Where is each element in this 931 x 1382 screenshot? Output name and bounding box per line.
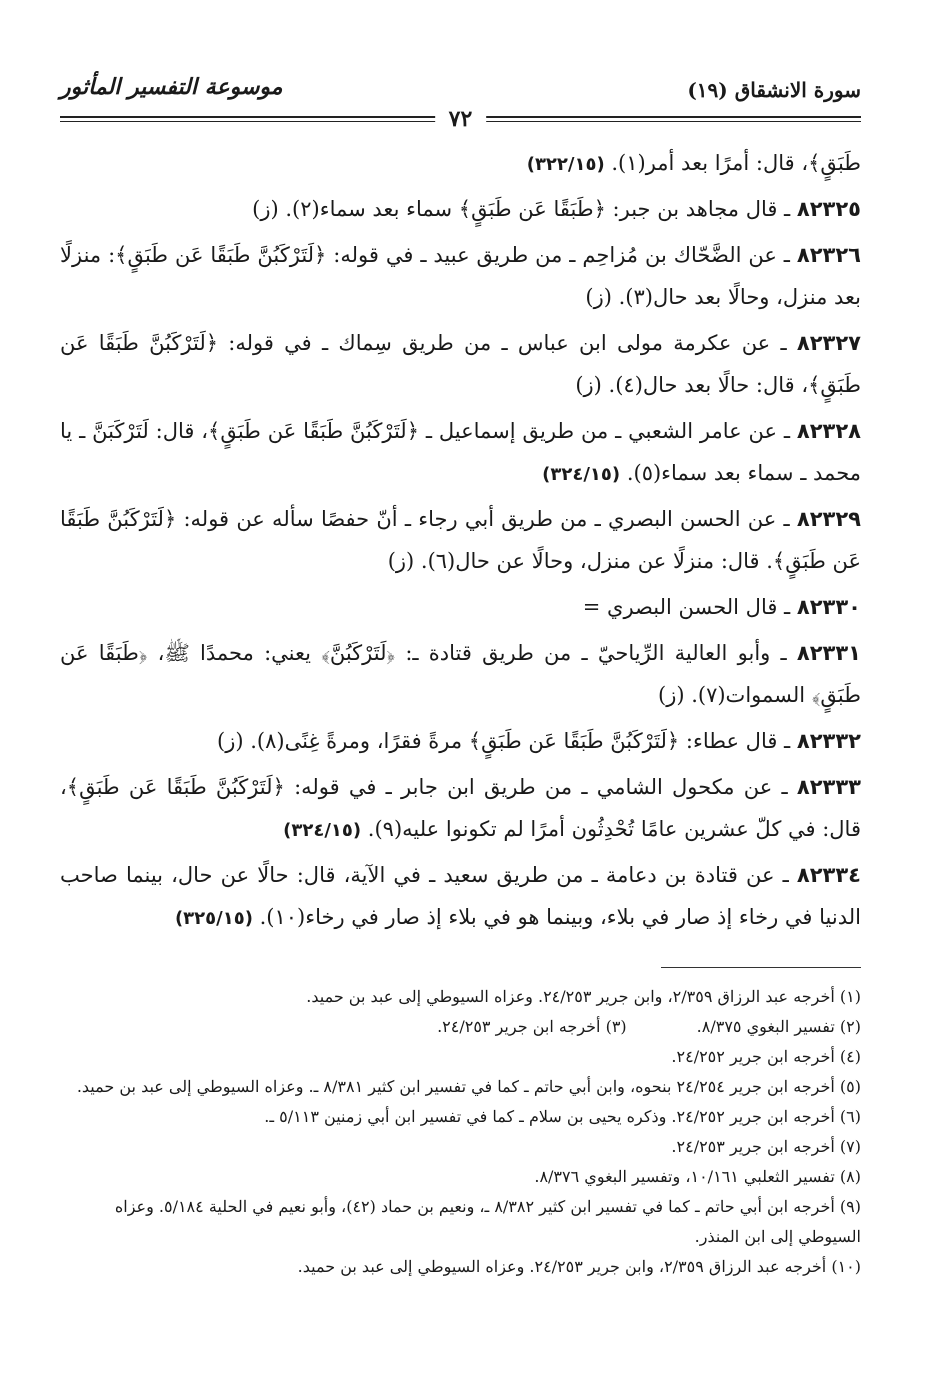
athar-number: ٨٢٣٣٣: [796, 775, 861, 799]
footnote: (٩) أخرجه ابن أبي حاتم ـ كما في تفسير ابن كثير ٨/٣٨٢ ـ، ونعيم بن حماد (٤٢)، وأبو نعيم في الحلية ٥/١٨٤. وعزاه السيوطي إلى ابن المنذر.: [114, 1197, 861, 1246]
footnote: (٧) أخرجه ابن جرير ٢٤/٢٥٣.: [671, 1137, 861, 1156]
volume-ref: (٣٢٤/١٥): [542, 464, 621, 485]
athar-number: ٨٢٣٢٦: [796, 243, 861, 267]
running-header: [60, 70, 861, 132]
footnote: (٤) أخرجه ابن جرير ٢٤/٢٥٢.: [671, 1047, 861, 1066]
athar-number: ٨٢٣٢٥: [796, 197, 861, 221]
footnote: (١) أخرجه عبد الرزاق ٢/٣٥٩، وابن جرير ٢٤/٢٥٣. وعزاه السيوطي إلى عبد بن حميد.: [306, 987, 861, 1006]
volume-ref: (٣٢٢/١٥): [526, 154, 605, 175]
footnote: (٦) أخرجه ابن جرير ٢٤/٢٥٢. وذكره يحيى بن سلام ـ كما في تفسير ابن أبي زمنين ٥/١١٣ ـ.: [264, 1107, 861, 1126]
surah-title: سورة الانشقاق (١٩): [687, 78, 861, 102]
paragraph-text: ـ عن الضَّحّاك بن مُزاحِم ـ من طريق عبيد ـ في قوله: ﴿لَتَرْكَبُنَّ طَبَقًا عَن طَبَقٍ﴾: منزلًا بعد منزل، وحالًا بعد حال(٣). (ز): [60, 243, 861, 309]
paragraph-text: ـ وأبو العالية الرِّياحيّ ـ من طريق قتادة ـ: ﴿لَتَرْكَبُنَّ﴾ يعني: محمدًا ﷺ، ﴿طَبَقًا عَن طَبَقٍ﴾ السموات(٧). (ز): [60, 641, 861, 707]
footnote: (٥) أخرجه ابن جرير ٢٤/٢٥٤ بنحوه، وابن أبي حاتم ـ كما في تفسير ابن كثير ٨/٣٨١ ـ. وعزاه السيوطي إلى عبد بن حميد.: [76, 1077, 861, 1096]
paragraph: [60, 766, 861, 852]
paragraph: [60, 234, 861, 320]
athar-number: ٨٢٣٣٤: [796, 863, 861, 887]
paragraph: [60, 188, 861, 232]
paragraph: [60, 720, 861, 764]
footnote: (٨) تفسير الثعلبي ١٠/١٦١، وتفسير البغوي ٨/٣٧٦.: [534, 1167, 861, 1186]
paragraph-text: طَبَقٍ﴾، قال: أمرًا بعد أمر(١).: [604, 151, 861, 175]
paragraph: [60, 854, 861, 940]
footnotes: [60, 982, 861, 1282]
paragraph-text: ـ عن قتادة بن دعامة ـ من طريق سعيد ـ في الآية، قال: حالًا عن حال، بينما صاحب الدنيا في رخاء إذ صار في بلاء، وبينما هو في بلاء إذ صار في رخاء(١٠).: [60, 863, 861, 929]
paragraph-text: ـ عن عكرمة مولى ابن عباس ـ من طريق سِماك ـ في قوله: ﴿لَتَرْكَبُنَّ طَبَقًا عَن طَبَقٍ﴾، قال: حالًا بعد حال(٤). (ز): [60, 331, 861, 397]
main-text: [60, 142, 861, 942]
paragraph: [60, 632, 861, 718]
paragraph: [60, 410, 861, 496]
footnote: (٢) تفسير البغوي ٨/٣٧٥.: [696, 1017, 861, 1036]
paragraph: [60, 142, 861, 186]
book-title: موسوعة التفسير المأثور: [60, 74, 283, 100]
paragraph-text: ـ عن مكحول الشامي ـ من طريق ابن جابر ـ في قوله: ﴿لَتَرْكَبُنَّ طَبَقًا عَن طَبَقٍ﴾، قال: في كلّ عشرين عامًا تُحْدِثُون أمرًا لم تكونوا عليه(٩).: [60, 775, 861, 841]
paragraph: [60, 322, 861, 408]
paragraph-text: ـ عن عامر الشعبي ـ من طريق إسماعيل ـ ﴿لَتَرْكَبُنَّ طَبَقًا عَن طَبَقٍ﴾، قال: لَتَرْكَبَنَّ ـ يا محمد ـ سماء بعد سماء(٥).: [60, 419, 861, 485]
volume-ref: (٣٢٥/١٥): [174, 908, 253, 929]
footnote: (٣) أخرجه ابن جرير ٢٤/٢٥٣.: [437, 1017, 627, 1036]
footnote-row: [60, 1012, 861, 1042]
volume-ref: (٣٢٤/١٥): [283, 820, 362, 841]
athar-number: ٨٢٣٣٢: [796, 729, 861, 753]
footnote: (١٠) أخرجه عبد الرزاق ٢/٣٥٩، وابن جرير ٢٤/٢٥٣. وعزاه السيوطي إلى عبد بن حميد.: [297, 1257, 861, 1276]
paragraph-text: ـ قال مجاهد بن جبر: ﴿طَبَقًا عَن طَبَقٍ﴾ سماء بعد سماء(٢). (ز): [252, 197, 791, 221]
paragraph-text: ـ قال الحسن البصري =: [582, 595, 791, 619]
athar-number: ٨٢٣٣١: [796, 641, 861, 665]
athar-number: ٨٢٣٢٧: [796, 331, 861, 355]
athar-number: ٨٢٣٢٨: [796, 419, 861, 443]
athar-number: ٨٢٣٢٩: [796, 507, 861, 531]
paragraph-text: ـ عن الحسن البصري ـ من طريق أبي رجاء ـ أنّ حفصًا سأله عن قوله: ﴿لَتَرْكَبُنَّ طَبَقًا عَن طَبَقٍ﴾. قال: منزلًا عن منزل، وحالًا عن حال(٦). (ز): [60, 507, 861, 573]
paragraph-text: ـ قال عطاء: ﴿لَتَرْكَبُنَّ طَبَقًا عَن طَبَقٍ﴾ مرةً فقرًا، ومرةً غِنًى(٨). (ز): [217, 729, 791, 753]
footnote-separator: [661, 967, 861, 968]
paragraph: [60, 498, 861, 584]
paragraph: [60, 586, 861, 630]
page-number: ٧٢: [435, 106, 487, 132]
athar-number: ٨٢٣٣٠: [796, 595, 861, 619]
